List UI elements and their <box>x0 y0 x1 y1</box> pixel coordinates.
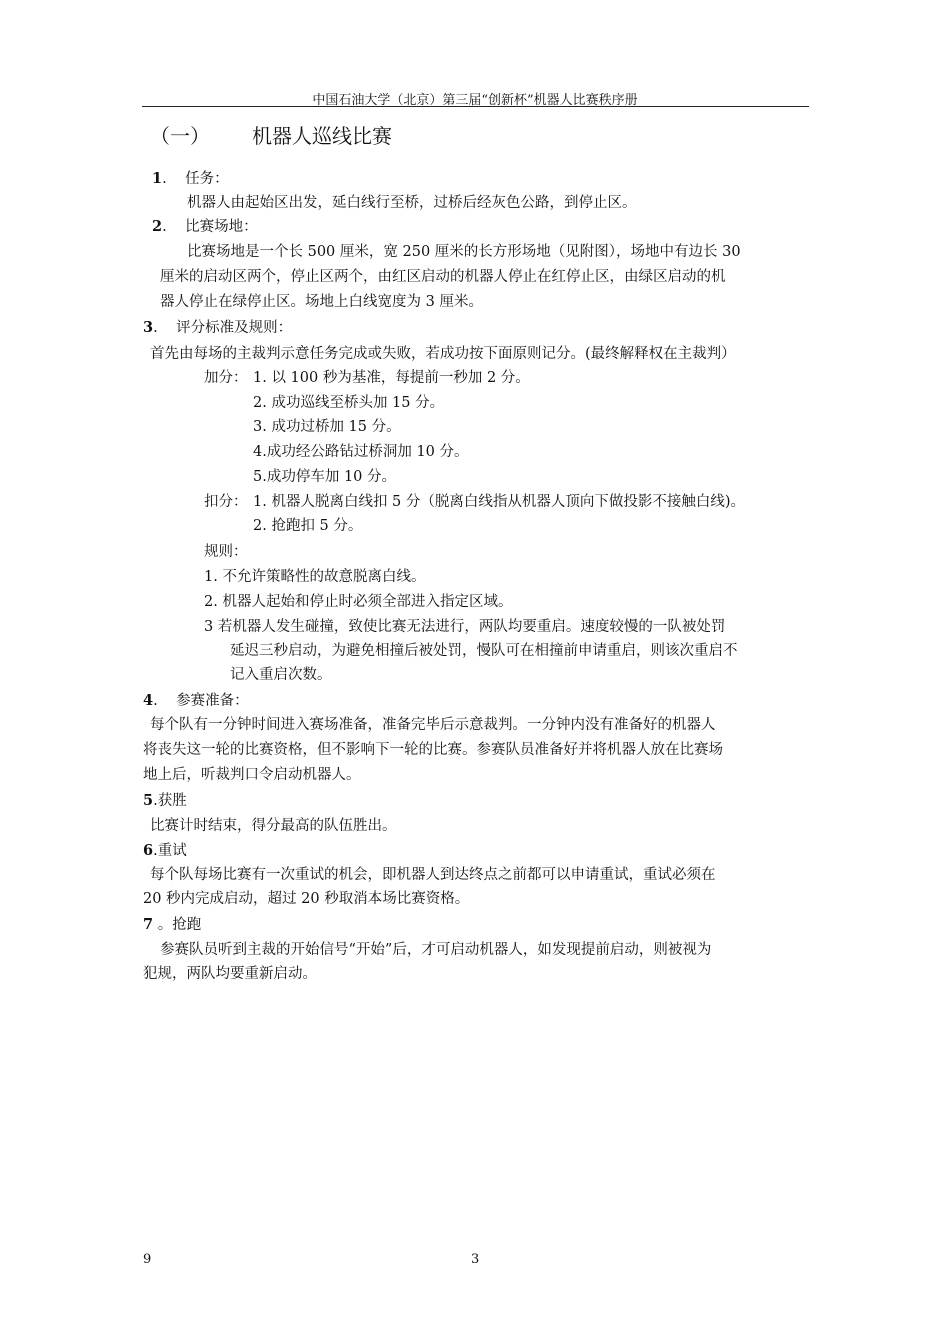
item-1-heading: 1. 任务： <box>152 170 229 187</box>
rule-3-line-1: 3 若机器人发生碰撞，致使比赛无法进行，两队均要重启。速度较慢的一队被处罚 <box>204 619 726 635</box>
item-3-heading: 3. 评分标准及规则： <box>143 319 293 336</box>
item-4-line-2: 将丧失这一轮的比赛资格，但不影响下一轮的比赛。参赛队员准备好并将机器人放在比赛场 <box>143 742 723 758</box>
item-3-label: 评分标准及规则： <box>176 320 293 336</box>
item-2-line-3: 器人停止在绿停止区。场地上白线宽度为 3 厘米。 <box>160 294 483 310</box>
item-4-heading: 4. 参赛准备： <box>143 692 249 709</box>
item-4-label: 参赛准备： <box>176 693 249 709</box>
item-2-number: 2 <box>152 218 163 235</box>
item-6-heading: 6.重试 <box>143 842 187 859</box>
item-6-line-2: 20 秒内完成启动，超过 20 秒取消本场比赛资格。 <box>143 891 470 907</box>
item-2-heading: 2. 比赛场地： <box>152 218 258 235</box>
item-7-heading <box>143 913 201 937</box>
add-points-label: 加分： <box>204 370 248 386</box>
item-5-heading: 5.获胜 <box>143 792 187 809</box>
item-6-number: 6 <box>143 842 154 859</box>
add-point-rule-5: 5.成功停车加 10 分。 <box>253 469 397 485</box>
item-2-label: 比赛场地： <box>185 219 258 235</box>
item-4-number: 4 <box>143 692 154 709</box>
rule-1: 1. 不允许策略性的故意脱离白线。 <box>204 569 426 585</box>
item-6-line-1: 每个队每场比赛有一次重试的机会，即机器人到达终点之前都可以申请重试，重试必须在 <box>150 867 716 883</box>
item-2-line-1: 比赛场地是一个长 500 厘米，宽 250 厘米的长方形场地（见附图），场地中有边长 30 <box>187 244 741 260</box>
item-1-body: 机器人由起始区出发，延白线行至桥，过桥后经灰色公路，到停止区。 <box>187 195 637 211</box>
footer-left-number: 9 <box>143 1252 152 1267</box>
item-1-number: 1 <box>152 170 163 187</box>
item-7-label: 。抢跑 <box>157 917 202 933</box>
item-5-label: 获胜 <box>157 793 187 809</box>
item-7-line-1: 参赛队员听到主裁的开始信号“开始”后，才可启动机器人，如发现提前启动，则被视为 <box>160 942 712 958</box>
add-point-rule-3: 3. 成功过桥加 15 分。 <box>253 419 401 435</box>
rule-3-line-3: 记入重启次数。 <box>230 667 332 683</box>
item-4-line-1: 每个队有一分钟时间进入赛场准备，准备完毕后示意裁判。一分钟内没有准备好的机器人 <box>150 717 716 733</box>
item-4-line-3: 地上后，听裁判口令启动机器人。 <box>143 767 361 783</box>
section-title-number: （一） <box>150 124 210 148</box>
rule-3-line-2: 延迟三秒启动，为避免相撞后被处罚，慢队可在相撞前申请重启，则该次重启不 <box>230 643 738 659</box>
section-title <box>150 120 392 149</box>
rules-label: 规则： <box>204 544 248 560</box>
add-point-rule-4: 4.成功经公路钻过桥洞加 10 分。 <box>253 444 469 460</box>
rule-2: 2. 机器人起始和停止时必须全部进入指定区域。 <box>204 594 513 610</box>
item-2-line-2: 厘米的启动区两个，停止区两个，由红区启动的机器人停止在红停止区，由绿区启动的机 <box>160 269 726 285</box>
item-5-body: 比赛计时结束，得分最高的队伍胜出。 <box>150 818 397 834</box>
add-point-rule-2: 2. 成功巡线至桥头加 15 分。 <box>253 395 445 411</box>
add-point-rule-1: 1. 以 100 秒为基准，每提前一秒加 2 分。 <box>253 370 530 386</box>
item-1-label: 任务： <box>185 171 229 187</box>
item-6-label: 重试 <box>157 843 187 859</box>
page-number: 3 <box>471 1252 480 1267</box>
section-title-text: 机器人巡线比赛 <box>252 124 392 148</box>
item-7-line-2: 犯规，两队均要重新启动。 <box>143 966 317 982</box>
item-3-number: 3 <box>143 319 154 336</box>
deduct-points-label: 扣分： <box>204 494 248 510</box>
deduct-point-rule-2: 2. 抢跑扣 5 分。 <box>253 518 363 534</box>
item-5-number: 5 <box>143 792 154 809</box>
header-rule <box>142 106 809 107</box>
item-3-intro: 首先由每场的主裁判示意任务完成或失败，若成功按下面原则记分。(最终解释权在主裁判） <box>150 346 736 362</box>
item-7-number: 7 <box>143 916 154 933</box>
running-header: 中国石油大学（北京）第三届“创新杯”机器人比赛秩序册 <box>312 93 638 108</box>
deduct-point-rule-1: 1. 机器人脱离白线扣 5 分（脱离白线指从机器人顶向下做投影不接触白线)。 <box>253 494 746 510</box>
